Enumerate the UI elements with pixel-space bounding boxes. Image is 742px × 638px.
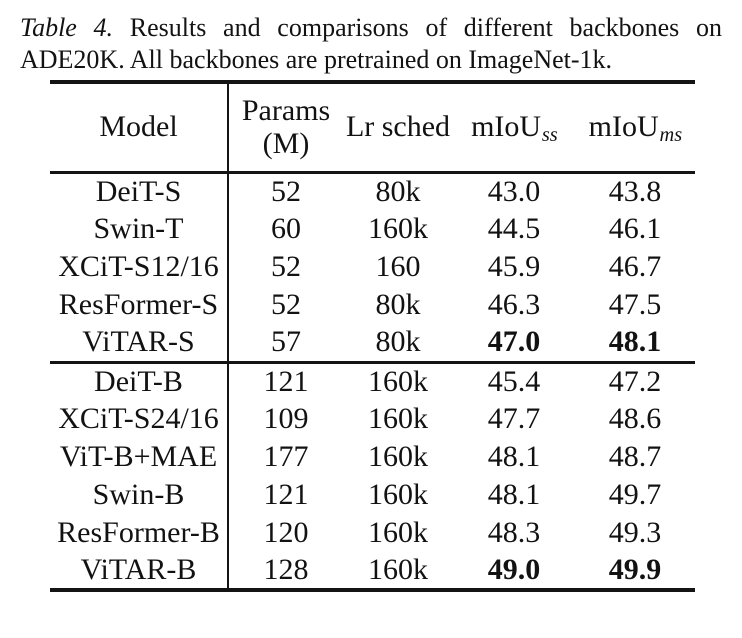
miou-ms-subscript: ms — [659, 124, 683, 147]
miou-ss-cell: 48.1 — [487, 478, 541, 511]
lr-sched-cell: 160k — [368, 364, 428, 398]
model-cell: ViTAR-S — [50, 324, 228, 362]
lr-sched-cell: 80k — [375, 288, 421, 321]
lr-sched-cell: 160k — [368, 402, 428, 435]
miou-ms-cell: 49.3 — [608, 516, 662, 549]
miou-ss-cell: 45.9 — [487, 250, 541, 283]
params-cell: 128 — [263, 553, 309, 586]
lr-sched-cell: 160k — [368, 478, 428, 511]
col-header-params — [228, 82, 343, 172]
table-header-row — [50, 82, 695, 172]
paper-page — [0, 12, 742, 638]
miou-ss-cell: 44.5 — [487, 212, 541, 245]
col-header-model: Model — [50, 82, 228, 172]
lr-sched-cell: 160 — [375, 250, 421, 283]
miou-ms-cell: 46.1 — [608, 212, 662, 245]
model-cell: ResFormer-B — [50, 514, 228, 552]
params-cell: 121 — [263, 478, 309, 511]
results-table — [50, 80, 695, 592]
table-section-small-models — [50, 172, 695, 362]
params-cell: 177 — [263, 440, 309, 473]
table-header — [50, 82, 695, 172]
table-row — [50, 552, 695, 590]
table-row — [50, 400, 695, 438]
lr-sched-cell: 160k — [368, 212, 428, 245]
table-caption-line2: ADE20K. All backbones are pretrained on ImageNet-1k. — [20, 45, 613, 74]
miou-ms-cell: 48.1 — [608, 325, 662, 359]
model-cell: ResFormer-S — [50, 286, 228, 324]
col-header-params-text: Params (M) — [241, 93, 331, 160]
miou-ms-cell: 49.7 — [608, 478, 662, 511]
model-cell: ViTAR-B — [50, 552, 228, 590]
params-cell: 52 — [271, 288, 301, 321]
miou-ss-cell: 47.0 — [487, 325, 541, 359]
table-row — [50, 248, 695, 286]
model-cell: XCiT-S12/16 — [50, 248, 228, 286]
table-row — [50, 362, 695, 400]
miou-ms-cell: 46.7 — [608, 250, 662, 283]
miou-ss-cell: 48.3 — [487, 516, 541, 549]
model-cell: DeiT-S — [50, 172, 228, 210]
lr-sched-cell: 80k — [375, 325, 421, 359]
col-header-miou-ss: mIoU$_{ss}$ — [471, 110, 558, 147]
col-header-lr-sched: Lr sched — [345, 110, 451, 144]
miou-ss-subscript: ss — [541, 124, 558, 147]
table-caption-line1 — [20, 12, 722, 44]
params-cell: 120 — [263, 516, 309, 549]
miou-ss-cell: 47.7 — [487, 402, 541, 435]
params-cell: 52 — [271, 174, 301, 208]
miou-ss-cell: 43.0 — [487, 174, 541, 208]
table-row — [50, 210, 695, 248]
table-caption — [20, 12, 722, 76]
miou-ms-cell: 47.2 — [608, 364, 662, 398]
miou-ss-cell: 49.0 — [487, 553, 541, 586]
lr-sched-cell: 160k — [368, 516, 428, 549]
table-row — [50, 324, 695, 362]
table-row — [50, 514, 695, 552]
params-cell: 52 — [271, 250, 301, 283]
table-caption-line1-text: Results and comparisons of different backbones on — [129, 13, 723, 42]
table-section-base-models — [50, 362, 695, 590]
miou-ms-cell: 43.8 — [608, 174, 662, 208]
params-cell: 121 — [263, 364, 309, 398]
miou-ss-cell: 45.4 — [487, 364, 541, 398]
lr-sched-cell: 160k — [368, 553, 428, 586]
model-cell: DeiT-B — [50, 362, 228, 400]
params-cell: 57 — [271, 325, 301, 359]
miou-ms-cell: 49.9 — [608, 553, 662, 586]
table-row — [50, 172, 695, 210]
table-caption-label: Table 4. — [20, 13, 114, 42]
model-cell: ViT-B+MAE — [50, 438, 228, 476]
model-cell: Swin-T — [50, 210, 228, 248]
table-row — [50, 476, 695, 514]
table-row — [50, 438, 695, 476]
lr-sched-cell: 80k — [375, 174, 421, 208]
miou-ss-cell: 48.1 — [487, 440, 541, 473]
miou-ms-cell: 48.7 — [608, 440, 662, 473]
miou-ms-cell: 48.6 — [608, 402, 662, 435]
table-row — [50, 286, 695, 324]
params-cell: 60 — [271, 212, 301, 245]
miou-ss-cell: 46.3 — [487, 288, 541, 321]
lr-sched-cell: 160k — [368, 440, 428, 473]
params-cell: 109 — [263, 402, 309, 435]
model-cell: Swin-B — [50, 476, 228, 514]
col-header-miou-ms: mIoU$_{ms}$ — [588, 110, 683, 147]
miou-ms-cell: 47.5 — [608, 288, 662, 321]
model-cell: XCiT-S24/16 — [50, 400, 228, 438]
